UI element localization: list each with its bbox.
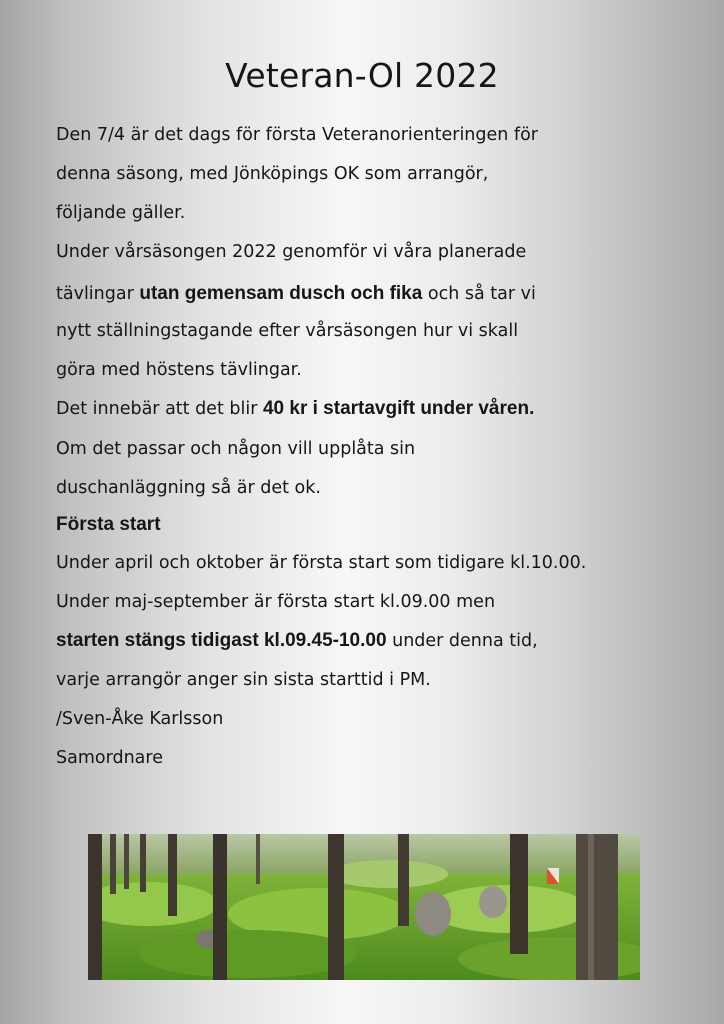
text-line: Under april och oktober är första start som tidigare kl.10.00. [56,553,587,573]
bold-text: 40 kr i startavgift under våren. [262,398,535,419]
text-line: duschanläggning så är det ok. [56,478,321,498]
text-line: göra med höstens tävlingar. [56,360,302,380]
text-line: följande gäller. [56,203,186,223]
text-line [56,629,538,653]
text-line: varje arrangör anger sin sista starttid i PM. [56,670,431,690]
text-line [56,282,536,306]
text-segment: tävlingar [56,284,140,304]
text-segment: under denna tid, [386,631,538,651]
signature-name: /Sven-Åke Karlsson [56,709,224,729]
bold-text: starten stängs tidigast kl.09.45-10.00 [56,630,387,651]
section-heading: Första start [56,514,161,535]
text-segment: Det innebär att det blir [56,399,263,419]
text-segment: och så tar vi [422,284,536,304]
text-line: denna säsong, med Jönköpings OK som arrangör, [56,164,489,184]
text-line: Under maj-september är första start kl.09.00 men [56,592,496,612]
text-line: Under vårsäsongen 2022 genomför vi våra planerade [56,242,527,262]
text-line: Om det passar och någon vill upplåta sin [56,439,416,459]
page-title: Veteran-Ol 2022 [225,56,499,95]
forest-photo [88,834,640,980]
signature-role: Samordnare [56,748,163,768]
text-line [56,397,534,421]
text-line: nytt ställningstagande efter vårsäsongen hur vi skall [56,321,519,341]
text-line: Den 7/4 är det dags för första Veteranorienteringen för [56,125,538,145]
bold-text: utan gemensam dusch och fika [139,283,423,304]
